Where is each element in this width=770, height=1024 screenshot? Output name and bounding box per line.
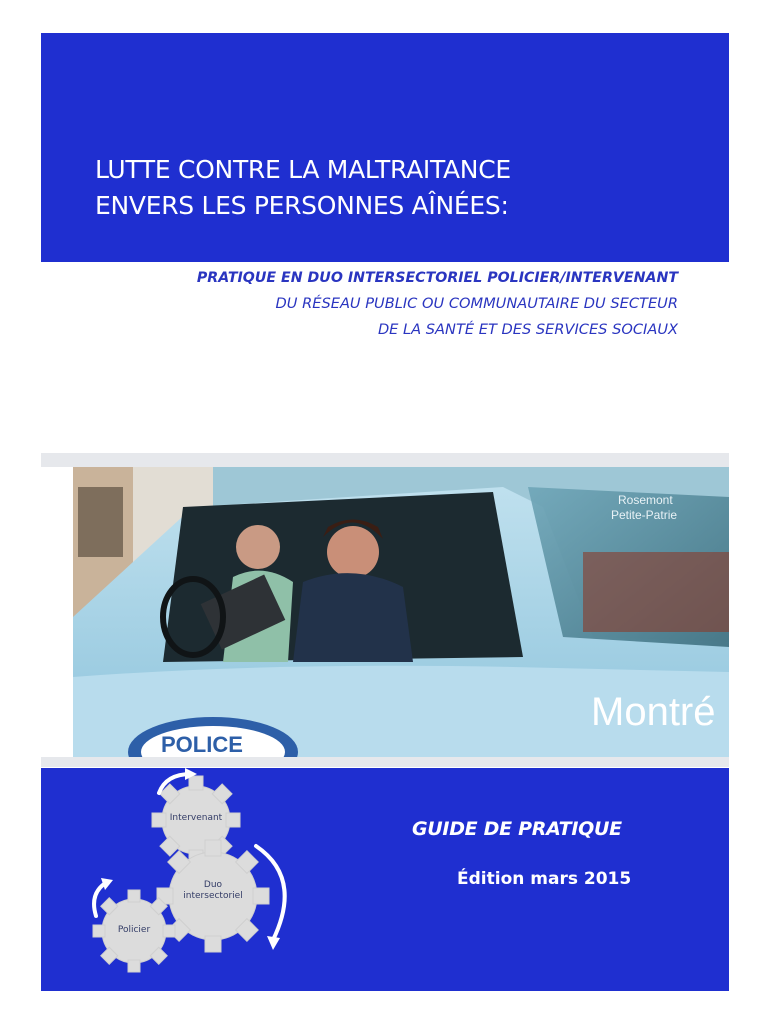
cover-header-band [41,33,729,262]
gear-label-duo-line-1: Duo [203,880,223,890]
police-car-illustration [73,467,729,757]
subtitle-line-3: DE LA SANTÉ ET DES SERVICES SOCIAUX [377,321,678,338]
car-text-montreal: Montré [591,690,716,734]
car-text-police: POLICE [161,732,243,757]
cover-photo-police-car [73,467,729,757]
title-line-1: LUTTE CONTRE LA MALTRAITANCE [95,155,511,184]
gear-label-intervenant: Intervenant [169,813,223,823]
cover-subtitle [197,265,678,343]
subtitle-line-1: PRATIQUE EN DUO INTERSECTORIEL POLICIER/INTERVENANT [196,270,678,286]
guide-title: GUIDE DE PRATIQUE [412,818,622,840]
photo-bottom-strip [41,757,729,767]
car-text-rosemont: Rosemont [618,493,673,507]
title-line-2: ENVERS LES PERSONNES AÎNÉES: [95,191,509,220]
subtitle-line-2: DU RÉSEAU PUBLIC OU COMMUNAUTAIRE DU SECTEUR [275,295,678,312]
edition-date: Édition mars 2015 [457,869,632,889]
gear-label-duo [173,880,253,902]
photo-top-strip [41,453,729,467]
gear-label-policier: Policier [117,925,151,935]
cover-title [95,152,511,224]
gear-label-duo-line-2: intersectoriel [183,891,243,901]
car-text-petite-patrie: Petite-Patrie [611,508,678,522]
duo-gears-diagram [41,768,311,991]
